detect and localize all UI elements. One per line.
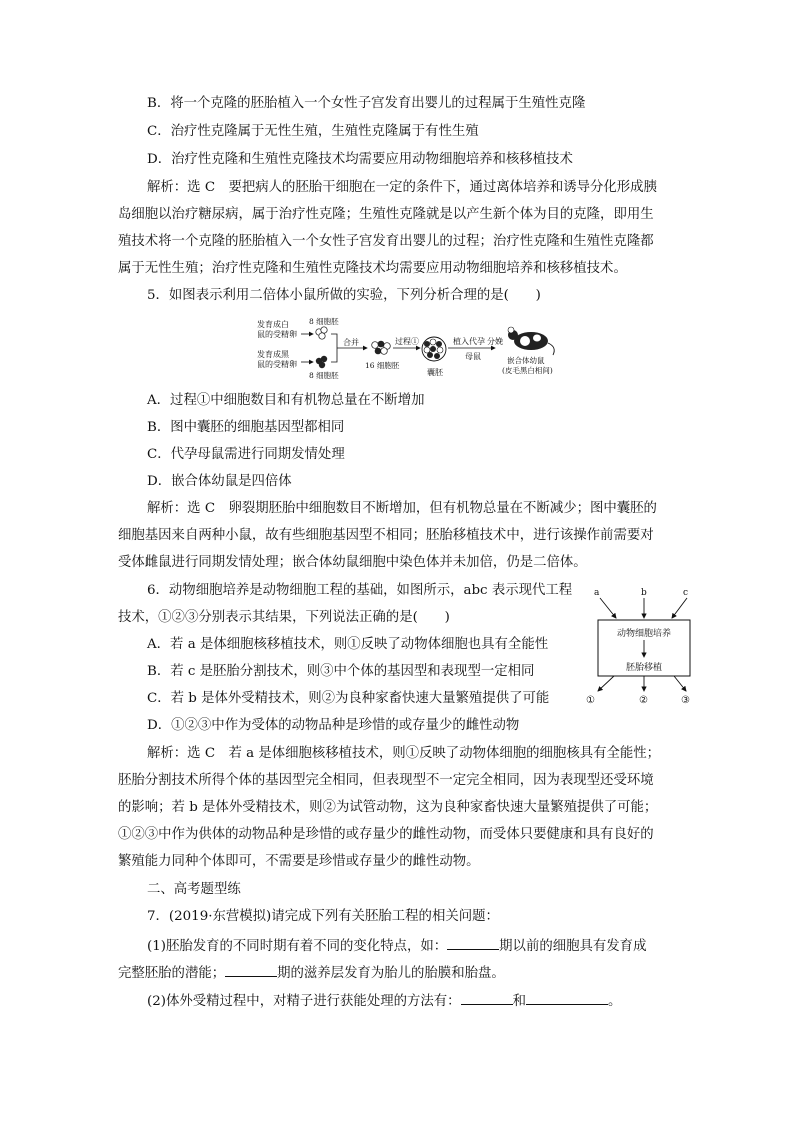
answer-blank[interactable] <box>447 936 499 950</box>
q5-analysis-line: 细胞基因来自两种小鼠，故有些细胞基因型不相同；胚胎移植技术中，进行该操作前需要对 <box>118 528 654 543</box>
q7-part2-line <box>147 991 621 1011</box>
q5-stem: 5．如图表示利用二倍体小鼠所做的实验，下列分析合理的是( ) <box>147 288 541 303</box>
answer-blank[interactable] <box>225 963 277 977</box>
q6-analysis-line: 的影响；若 b 是体外受精技术，则②为试管动物，这为良种家畜快速大量繁殖提供了可能； <box>118 800 658 815</box>
q4-analysis-line: 属于无性生殖；治疗性克隆和生殖性克隆技术均需要应用动物细胞培养和核移植技术。 <box>118 261 627 276</box>
label-c: c <box>683 588 689 598</box>
output-2: ② <box>639 695 648 705</box>
q6-technique-diagram <box>580 583 698 705</box>
q5-mouse-experiment-figure <box>255 317 565 382</box>
sixteen-cell-embryo <box>372 341 391 355</box>
q6-stem-line: 技术，①②③分别表示其结果，下列说法正确的是( ) <box>118 610 450 625</box>
answer-blank[interactable] <box>526 991 608 1005</box>
q7-part1-line <box>118 963 505 983</box>
label-a: a <box>594 588 600 598</box>
answer-blank[interactable] <box>461 991 513 1005</box>
q5-analysis-line: 受体雌鼠进行同期发情处理；嵌合体幼鼠细胞中染色体并未加倍，仍是二倍体。 <box>118 555 587 570</box>
eight-cell-embryo-white <box>316 327 327 339</box>
q6-analysis-line: 繁殖能力同种个体即可，不需要是珍惜或存量少的雌性动物。 <box>118 854 480 869</box>
q6-option-c: C．若 b 是体外受精技术，则②为良种家畜快速大量繁殖提供了可能 <box>147 691 550 706</box>
q6-option-d: D．①②③中作为受体的动物品种是珍惜的或存量少的雌性动物 <box>147 718 520 733</box>
output-3: ③ <box>681 695 690 705</box>
q7-part1-text: 完整胚胎的潜能； <box>118 966 226 981</box>
black-egg-label: 发育成黑 <box>257 350 289 359</box>
q6-analysis-line: 解析：选 C 若 a 是体细胞核移植技术，则①反映了动物体细胞的细胞核具有全能性； <box>147 746 661 761</box>
birth-label: 分娩 <box>487 337 503 346</box>
label-b: b <box>641 588 647 598</box>
q6-analysis-line: ①②③中作为供体的动物品种是珍惜的或存量少的雌性动物，而受体只要健康和具有良好的 <box>118 827 654 842</box>
q6-stem-line: 6．动物细胞培养是动物细胞工程的基础，如图所示，abc 表示现代工程 <box>147 583 573 598</box>
q6-analysis-line: 胚胎分割技术所得个体的基因型完全相同，但表现型不一定完全相同，因为表现型还受环境 <box>118 773 654 788</box>
section-heading: 二、高考题型练 <box>147 882 241 897</box>
q4-option-c: C．治疗性克隆属于无性生殖，生殖性克隆属于有性生殖 <box>147 124 479 139</box>
q5-option-a: A．过程①中细胞数目和有机物总量在不断增加 <box>147 393 425 408</box>
q7-part1-text: 期的滋养层发育为胎儿的胎膜和胎盘。 <box>277 966 505 981</box>
q6-option-a: A．若 a 是体细胞核移植技术，则①反映了动物体细胞也具有全能性 <box>147 637 549 652</box>
process-label: 过程① <box>395 337 419 346</box>
q7-part2-text: 和 <box>512 994 526 1009</box>
q4-analysis-line: 解析：选 C 要把病人的胚胎干细胞在一定的条件下，通过离体培养和诱导分化形成胰 <box>147 180 657 195</box>
q6-option-b: B．若 c 是胚胎分割技术，则③中个体的基因型和表现型一定相同 <box>147 664 535 679</box>
q4-analysis-line: 岛细胞以治疗糖尿病，属于治疗性克隆；生殖性克隆就是以产生新个体为目的克隆，即用生 <box>118 207 654 222</box>
chimera-note: (皮毛黑白相间) <box>502 366 553 375</box>
merge-label: 合并 <box>343 338 359 347</box>
q4-option-b: B．将一个克隆的胚胎植入一个女性子宫发育出婴儿的过程属于生殖性克隆 <box>147 96 586 111</box>
box-bottom-label: 胚胎移植 <box>625 663 663 673</box>
blastocyst-icon <box>422 337 446 361</box>
q7-part1-line <box>147 936 646 956</box>
chimera-mouse-icon <box>508 327 554 355</box>
q4-option-d: D．治疗性克隆和生殖性克隆技术均需要应用动物细胞培养和核移植技术 <box>147 152 573 167</box>
white-egg-label: 发育成白 <box>257 320 289 329</box>
blastocyst-label: 囊胚 <box>427 368 443 377</box>
q4-analysis-line: 殖技术将一个克隆的胚胎植入一个女性子宫发育出婴儿的过程；治疗性克隆和生殖性克隆都 <box>118 234 654 249</box>
q7-part2-text: 。 <box>607 994 622 1009</box>
chimera-label: 嵌合体幼鼠 <box>507 356 545 365</box>
black-egg-label: 鼠的受精卵 <box>257 360 297 369</box>
eight-cell-label-bottom: 8 细胞胚 <box>309 371 339 380</box>
q7-stem: 7．(2019·东营模拟)请完成下列有关胚胎工程的相关问题： <box>147 909 499 924</box>
box-top-label: 动物细胞培养 <box>616 629 672 639</box>
sixteen-cell-label: 16 细胞胚 <box>365 361 400 370</box>
q5-option-d: D．嵌合体幼鼠是四倍体 <box>147 474 292 489</box>
mother-label: 母鼠 <box>465 352 481 361</box>
q5-analysis-line: 解析：选 C 卵裂期胚胎中细胞数目不断增加，但有机物总量在不断减少；图中囊胚的 <box>147 501 657 516</box>
eight-cell-embryo-black <box>316 356 327 368</box>
q7-part2-text: (2)体外受精过程中，对精子进行获能处理的方法有： <box>147 994 461 1009</box>
q7-part1-text: 期以前的细胞具有发育成 <box>499 939 647 954</box>
q5-option-b: B．图中囊胚的细胞基因型都相同 <box>147 420 345 435</box>
q7-part1-text: (1)胚胎发育的不同时期有着不同的变化特点，如： <box>147 939 448 954</box>
white-egg-label: 鼠的受精卵 <box>257 330 297 339</box>
output-1: ① <box>586 695 595 705</box>
transfer-label: 植入代孕 <box>453 337 485 346</box>
eight-cell-label-top: 8 细胞胚 <box>309 317 339 326</box>
q5-option-c: C．代孕母鼠需进行同期发情处理 <box>147 447 345 462</box>
